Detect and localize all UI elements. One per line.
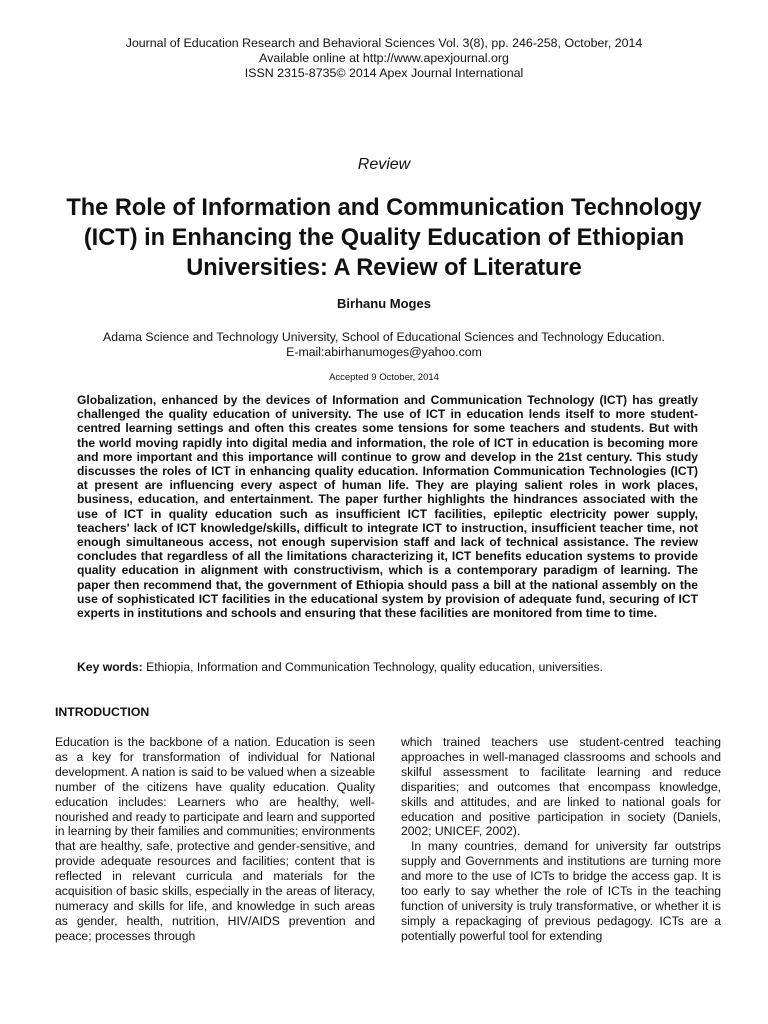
affiliation-email: E-mail:abirhanumoges@yahoo.com [286, 345, 482, 359]
journal-online-url: Available online at http://www.apexjournal.org [259, 51, 509, 65]
keywords [77, 660, 698, 675]
author-affiliation [0, 330, 768, 360]
body-paragraph: Education is the backbone of a nation. Education is seen as a key for transformation of individual for National development. A nation is said to be valued when a sizeable number of the citizens have quality education. Quality education includes: Learners who are healthy, well-nourished and ready to participate and learn and supported in learning by their families and communities; environments that are healthy, safe, protective and gender-sensitive, and provide adequate resources and facilities; content that is reflected in relevant curricula and materials for the acquisition of basic skills, especially in the areas of literacy, numeracy and skills for life, and knowledge in such areas as gender, health, nutrition, HIV/AIDS prevention and peace; processes through [55, 735, 375, 943]
journal-issn: ISSN 2315-8735© 2014 Apex Journal International [244, 66, 524, 80]
journal-header [0, 36, 768, 81]
abstract: Globalization, enhanced by the devices of Information and Communication Technology (ICT) has greatly challenged the quality education of university. The use of ICT in education lends itself to more student-centred learning settings and often this creates some tensions for some teachers and students. But with the world moving rapidly into digital media and information, the role of ICT in education is becoming more and more important and this importance will continue to grow and develop in the 21st century. This study discusses the roles of ICT in enhancing quality education. Information Communication Technologies (ICT) at present are influencing every aspect of human life. They are playing salient roles in work places, business, education, and entertainment. The paper further highlights the hindrances associated with the use of ICT in quality education such as insufficient ICT facilities, epileptic electricity power supply, teachers' lack of ICT knowledge/skills, difficult to integrate ICT to instruction, insufficient teacher time, not enough simultaneous access, not enough supervision staff and lack of technical assistance. The review concludes that regardless of all the limitations characterizing it, ICT benefits education systems to provide quality education in alignment with constructivism, which is a contemporary paradigm of learning. The paper then recommend that, the government of Ethiopia should pass a bill at the national assembly on the use of sophisticated ICT facilities in the educational system by provision of adequate fund, securing of ICT experts in institutions and schools and ensuring that these facilities are monitored from time to time. [77, 393, 698, 621]
article-type: Review [357, 156, 411, 173]
journal-citation: Journal of Education Research and Behavioral Sciences Vol. 3(8), pp. 246-258, October, 2014 [125, 36, 643, 50]
keywords-label: Key words: [77, 660, 143, 674]
keywords-text: Ethiopia, Information and Communication Technology, quality education, universities. [142, 660, 603, 674]
author-name: Birhanu Moges [337, 296, 431, 311]
body-paragraph: which trained teachers use student-centred teaching approaches in well-managed classrooms and schools and skilful assessment to facilitate learning and reduce disparities; and outcomes that encompass knowledge, skills and attitudes, and are linked to national goals for education and positive participation in society (Daniels, 2002; UNICEF, 2002). [401, 735, 721, 839]
paper-title: The Role of Information and Communication Technology (ICT) in Enhancing the Quality Education of Ethiopian Universities: A Review of Literature [66, 195, 702, 281]
affiliation-institution: Adama Science and Technology University, School of Educational Sciences and Technology Education. [103, 330, 665, 344]
body-column-right [401, 735, 721, 944]
body-paragraph: In many countries, demand for university far outstrips supply and Governments and institutions are turning more and more to the use of ICTs to bridge the access gap. It is too early to say whether the role of ICTs in the teaching function of university is truly transformative, or whether it is simply a repackaging of previous pedagogy. ICTs are a potentially powerful tool for extending [401, 839, 721, 943]
accepted-date: Accepted 9 October, 2014 [329, 372, 439, 383]
body-column-left [55, 735, 375, 944]
section-heading-introduction: INTRODUCTION [55, 705, 150, 719]
